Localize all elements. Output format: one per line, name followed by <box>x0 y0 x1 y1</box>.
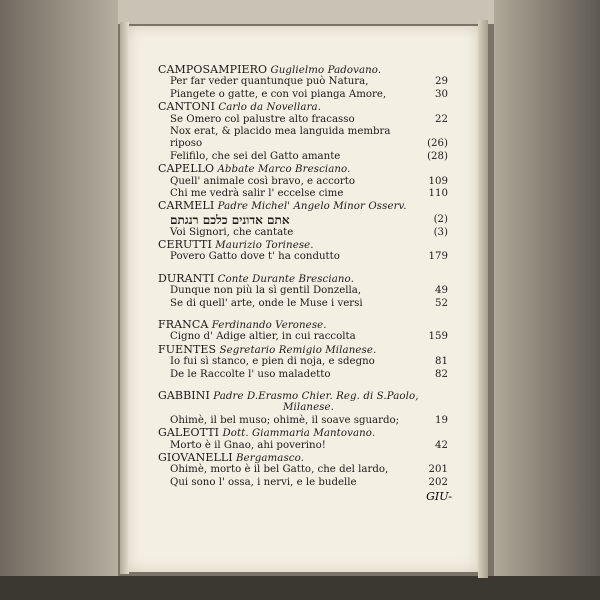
page-number: 19 <box>435 414 448 426</box>
poem-entry <box>158 138 458 150</box>
poem-first-line: Felifilo, che sei del Gatto amante <box>170 150 341 162</box>
page-number: 179 <box>428 251 448 263</box>
author-details: Ferdinando Veronese. <box>208 320 327 332</box>
poem-entry <box>158 114 458 126</box>
page-edge-right <box>478 20 488 578</box>
poem-first-line: Per far veder quantunque può Natura, <box>170 76 369 88</box>
poem-entry <box>158 251 458 263</box>
poem-first-line: Morto è il Gnao, ahi poverino! <box>170 439 326 451</box>
poem-entry <box>158 285 458 297</box>
poem-first-line: אתם אדונים כלכם רנגתם <box>170 212 290 227</box>
author-heading <box>158 319 458 331</box>
page-number: 109 <box>428 175 448 187</box>
book-page <box>128 26 478 572</box>
author-surname: CERUTTI <box>158 238 212 252</box>
page-number: 49 <box>435 285 448 297</box>
author-heading <box>158 452 458 464</box>
page-number: 201 <box>428 464 448 476</box>
author-details: Padre Michel' Angelo Minor Osserv. <box>214 201 407 213</box>
poem-first-line: Voi Signori, che cantate <box>170 226 294 238</box>
author-heading <box>158 239 458 251</box>
author-heading <box>158 273 458 285</box>
author-heading <box>158 427 458 439</box>
poem-entry <box>158 356 458 368</box>
page-number: 202 <box>428 476 448 488</box>
author-details: Maurizio Torinese. <box>211 240 314 252</box>
author-details: Abbate Marco Bresciano. <box>214 164 351 176</box>
scan-background-right <box>494 0 600 600</box>
poem-entry <box>158 176 458 188</box>
poem-first-line: Se di quell' arte, onde le Muse i versi <box>170 297 363 309</box>
author-surname: FRANCA <box>158 318 209 332</box>
author-surname: GIOVANELLI <box>158 450 233 464</box>
poem-first-line: De le Raccolte l' uso maladetto <box>170 368 331 380</box>
author-details: Conte Durante Bresciano. <box>214 273 354 285</box>
author-surname: GABBINI <box>158 388 210 402</box>
poem-entry <box>158 369 458 381</box>
poem-entry <box>158 76 458 88</box>
poem-first-line: Qui sono l' ossa, i nervi, e le budelle <box>170 476 357 488</box>
scan-background-left <box>0 0 118 600</box>
author-heading <box>158 101 458 113</box>
page-number: 110 <box>428 187 448 199</box>
author-details: Milanese. <box>283 402 335 414</box>
poem-first-line: Cigno d' Adige altier, in cui raccolta <box>170 331 356 343</box>
author-surname: CARMELI <box>158 199 215 213</box>
poem-first-line: Ohimè, morto è il bel Gatto, che del lardo, <box>170 464 389 476</box>
author-heading <box>158 390 458 402</box>
page-number: 22 <box>435 113 448 125</box>
author-surname: FUENTES <box>158 342 217 356</box>
page-number: 29 <box>435 76 448 88</box>
page-number: (2) <box>433 213 448 225</box>
page-number: (26) <box>427 138 448 150</box>
author-heading <box>158 64 458 76</box>
poem-first-line: Povero Gatto dove t' ha condutto <box>170 251 340 263</box>
poem-first-line: Io fui sì stanco, e pien di noja, e sdegno <box>170 356 375 368</box>
page-number: 81 <box>435 356 448 368</box>
author-details: Carlo da Novellara. <box>215 102 322 114</box>
poem-entry <box>158 213 458 227</box>
poem-first-line: Piangete o gatte, e con voi pianga Amore, <box>170 88 387 100</box>
author-surname: CANTONI <box>158 100 216 114</box>
author-details: Bergamasco. <box>232 452 304 464</box>
author-heading <box>158 344 458 356</box>
scan-background-bottom <box>0 576 600 600</box>
poem-entry <box>158 464 458 476</box>
author-surname: DURANTI <box>158 271 215 285</box>
author-details: Guglielmo Padovano. <box>267 65 382 76</box>
poem-first-line: Nox erat, & placido mea languida membra <box>170 125 391 137</box>
author-surname: GALEOTTI <box>158 426 220 440</box>
poem-entry <box>158 126 458 138</box>
poem-first-line: Chi me vedrà salir l' eccelse cime <box>170 187 344 199</box>
page-number: (3) <box>433 226 448 238</box>
poem-first-line: Ohimè, il bel muso; ohimè, il soave sguardo; <box>170 414 400 426</box>
page-number: (28) <box>427 150 448 162</box>
page-number: 30 <box>435 88 448 100</box>
poem-first-line: Se Omero col palustre alto fracasso <box>170 113 355 125</box>
page-number: 42 <box>435 439 448 451</box>
poem-first-line: Quell' animale così bravo, e accorto <box>170 175 356 187</box>
author-heading <box>158 163 458 175</box>
author-details: Segretario Remigio Milanese. <box>216 344 377 356</box>
catchword: GIU- <box>426 490 452 504</box>
page-number: 159 <box>428 331 448 343</box>
poem-entry <box>158 298 458 310</box>
poem-first-line: Dunque non più la sì gentil Donzella, <box>170 285 362 297</box>
author-details: Padre D.Erasmo Chier. Reg. di S.Paolo, <box>209 390 419 402</box>
page-number: 52 <box>435 297 448 309</box>
page-number: 82 <box>435 368 448 380</box>
poem-entry <box>158 477 458 489</box>
author-heading <box>158 200 458 212</box>
poem-first-line: riposo <box>170 138 203 150</box>
author-surname: CAMPOSAMPIERO <box>158 63 268 76</box>
author-heading-continued <box>158 402 458 414</box>
author-index <box>158 63 458 504</box>
author-details: Dott. Giammaria Mantovano. <box>219 428 376 440</box>
author-surname: CAPELLO <box>158 162 215 176</box>
